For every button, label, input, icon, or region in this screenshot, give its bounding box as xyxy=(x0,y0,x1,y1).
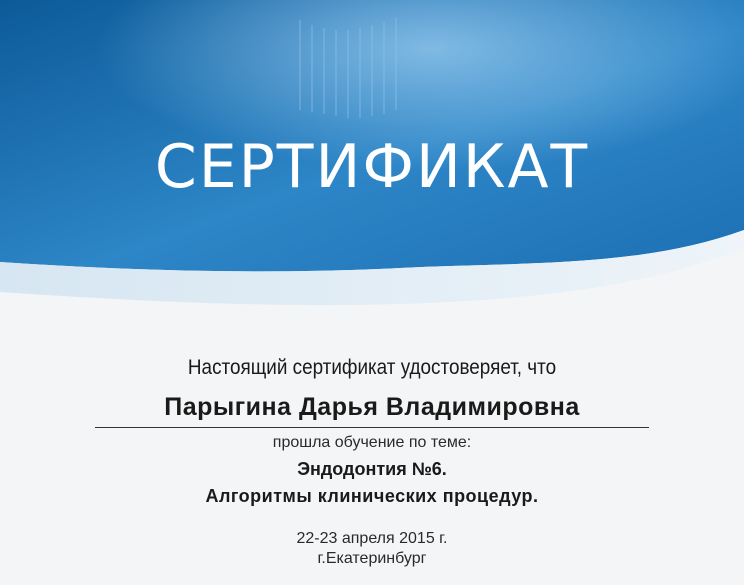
course-topic-line-2: Алгоритмы клинических процедур. xyxy=(205,486,539,506)
certificate-title: СЕРТИФИКАТ xyxy=(154,132,590,202)
recipient-name: Парыгина Дарья Владимировна xyxy=(164,393,580,421)
course-topic-line-1: Эндодонтия №6. xyxy=(297,459,447,479)
course-city: г.Екатеринбург xyxy=(317,550,427,567)
name-underline xyxy=(95,427,649,428)
course-dates: 22-23 апреля 2015 г. xyxy=(296,530,448,547)
training-statement: прошла обучение по теме: xyxy=(272,434,472,451)
intro-text: Настоящий сертификат удостоверяет, что xyxy=(187,356,557,379)
